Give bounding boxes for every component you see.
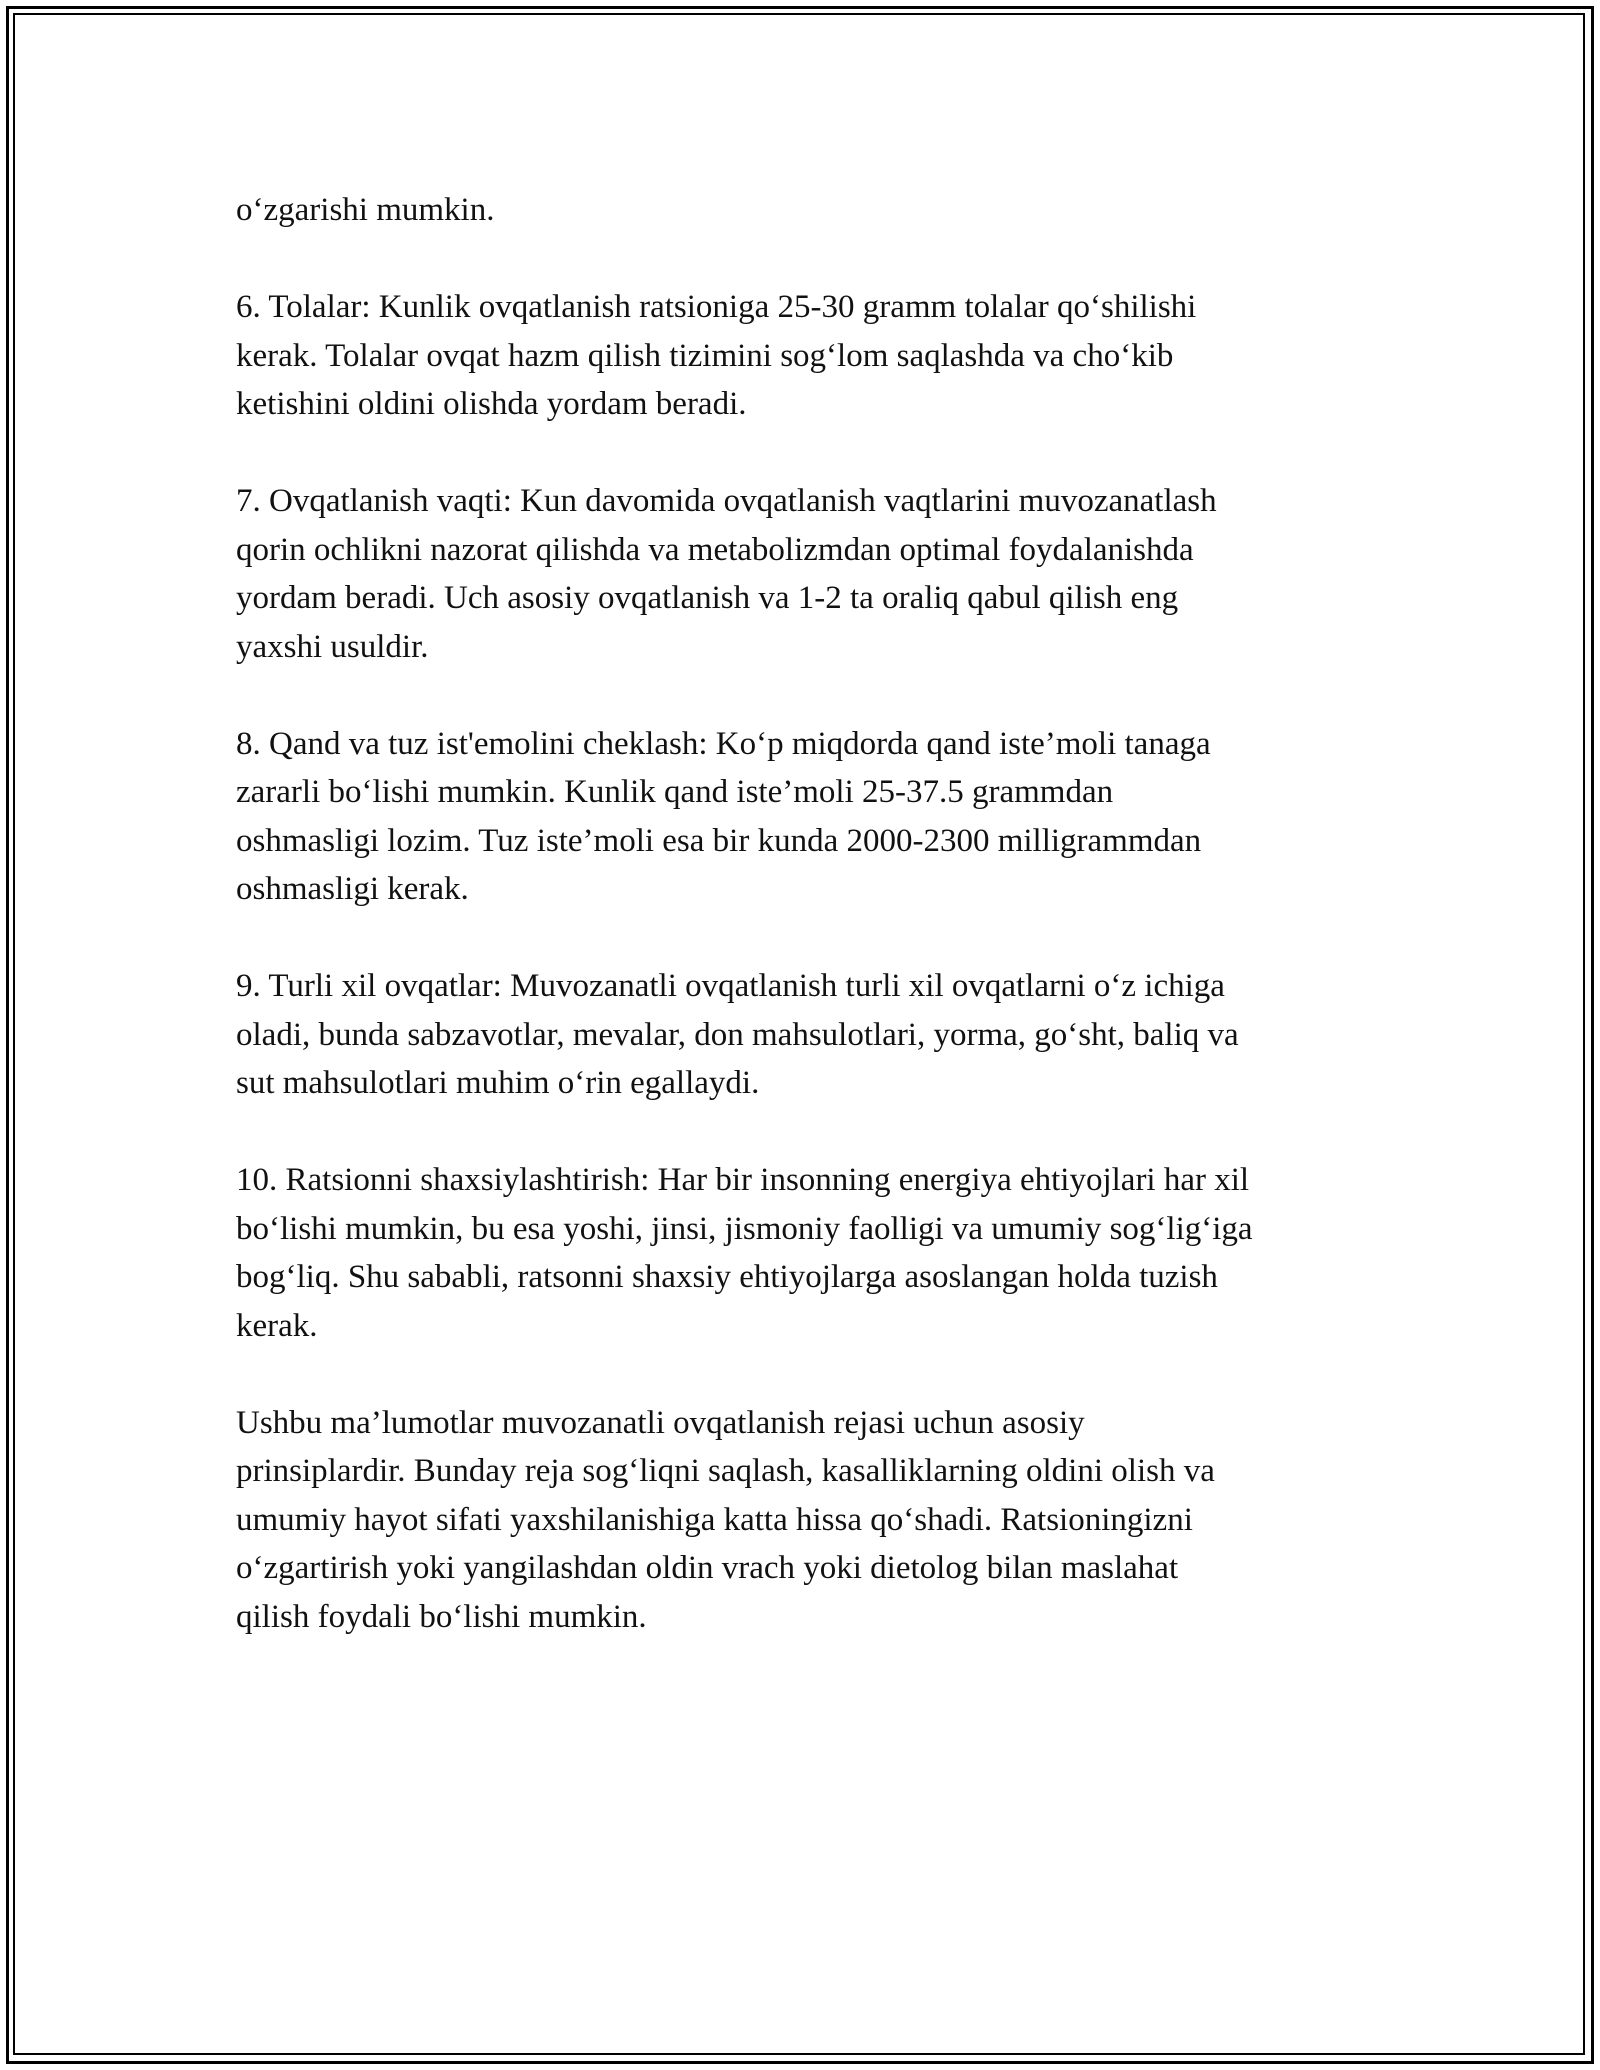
paragraph-item-8-sugar-salt: 8. Qand va tuz ist'emolini cheklash: Ko‘p miqdorda qand iste’moli tanaga zararli bo‘lishi mumkin. Kunlik qand iste’moli 25-37.5 grammdan oshmasligi lozim. Tuz iste’moli esa bir kunda 2000-2300 milligrammdan oshmasligi kerak. bbox=[236, 725, 1211, 907]
paragraph-conclusion: Ushbu ma’lumotlar muvozanatli ovqatlanish rejasi uchun asosiy prinsiplardir. Bunday reja sog‘liqni saqlash, kasalliklarning oldini olish va umumiy hayot sifati yaxshilanishiga katta hissa qo‘shadi. Ratsioningizni o‘zgartirish yoki yangilashdan oldin vrach yoki dietolog bilan maslahat qilish foydali bo‘lishi mumkin. bbox=[236, 1404, 1215, 1635]
paragraph-item-9-variety: 9. Turli xil ovqatlar: Muvozanatli ovqatlanish turli xil ovqatlarni o‘z ichiga oladi, bunda sabzavotlar, mevalar, don mahsulotlari, yorma, go‘sht, baliq va sut mahsulotlari muhim o‘rin egallaydi. bbox=[236, 968, 1239, 1101]
document-body bbox=[236, 186, 1396, 1690]
paragraph-item-7-meal-timing: 7. Ovqatlanish vaqti: Kun davomida ovqatlanish vaqtlarini muvozanatlash qorin ochlikni nazorat qilishda va metabolizmdan optimal foydalanishda yordam beradi. Uch asosiy ovqatlanish va 1-2 ta oraliq qabul qilish eng yaxshi usuldir. bbox=[236, 483, 1217, 665]
paragraph-item-6-fibers: 6. Tolalar: Kunlik ovqatlanish ratsioniga 25-30 gramm tolalar qo‘shilishi kerak. Tolalar ovqat hazm qilish tizimini sog‘lom saqlashda va cho‘kib ketishini oldini olishda yordam beradi. bbox=[236, 289, 1197, 422]
paragraph-item-10-personalization: 10. Ratsionni shaxsiylashtirish: Har bir insonning energiya ehtiyojlari har xil bo‘lishi mumkin, bu esa yoshi, jinsi, jismoniy faolligi va umumiy sog‘lig‘iga bog‘liq. Shu sababli, ratsonni shaxsiy ehtiyojlarga asoslangan holda tuzish kerak. bbox=[236, 1162, 1253, 1344]
paragraph-continuation: o‘zgarishi mumkin. bbox=[236, 192, 495, 228]
